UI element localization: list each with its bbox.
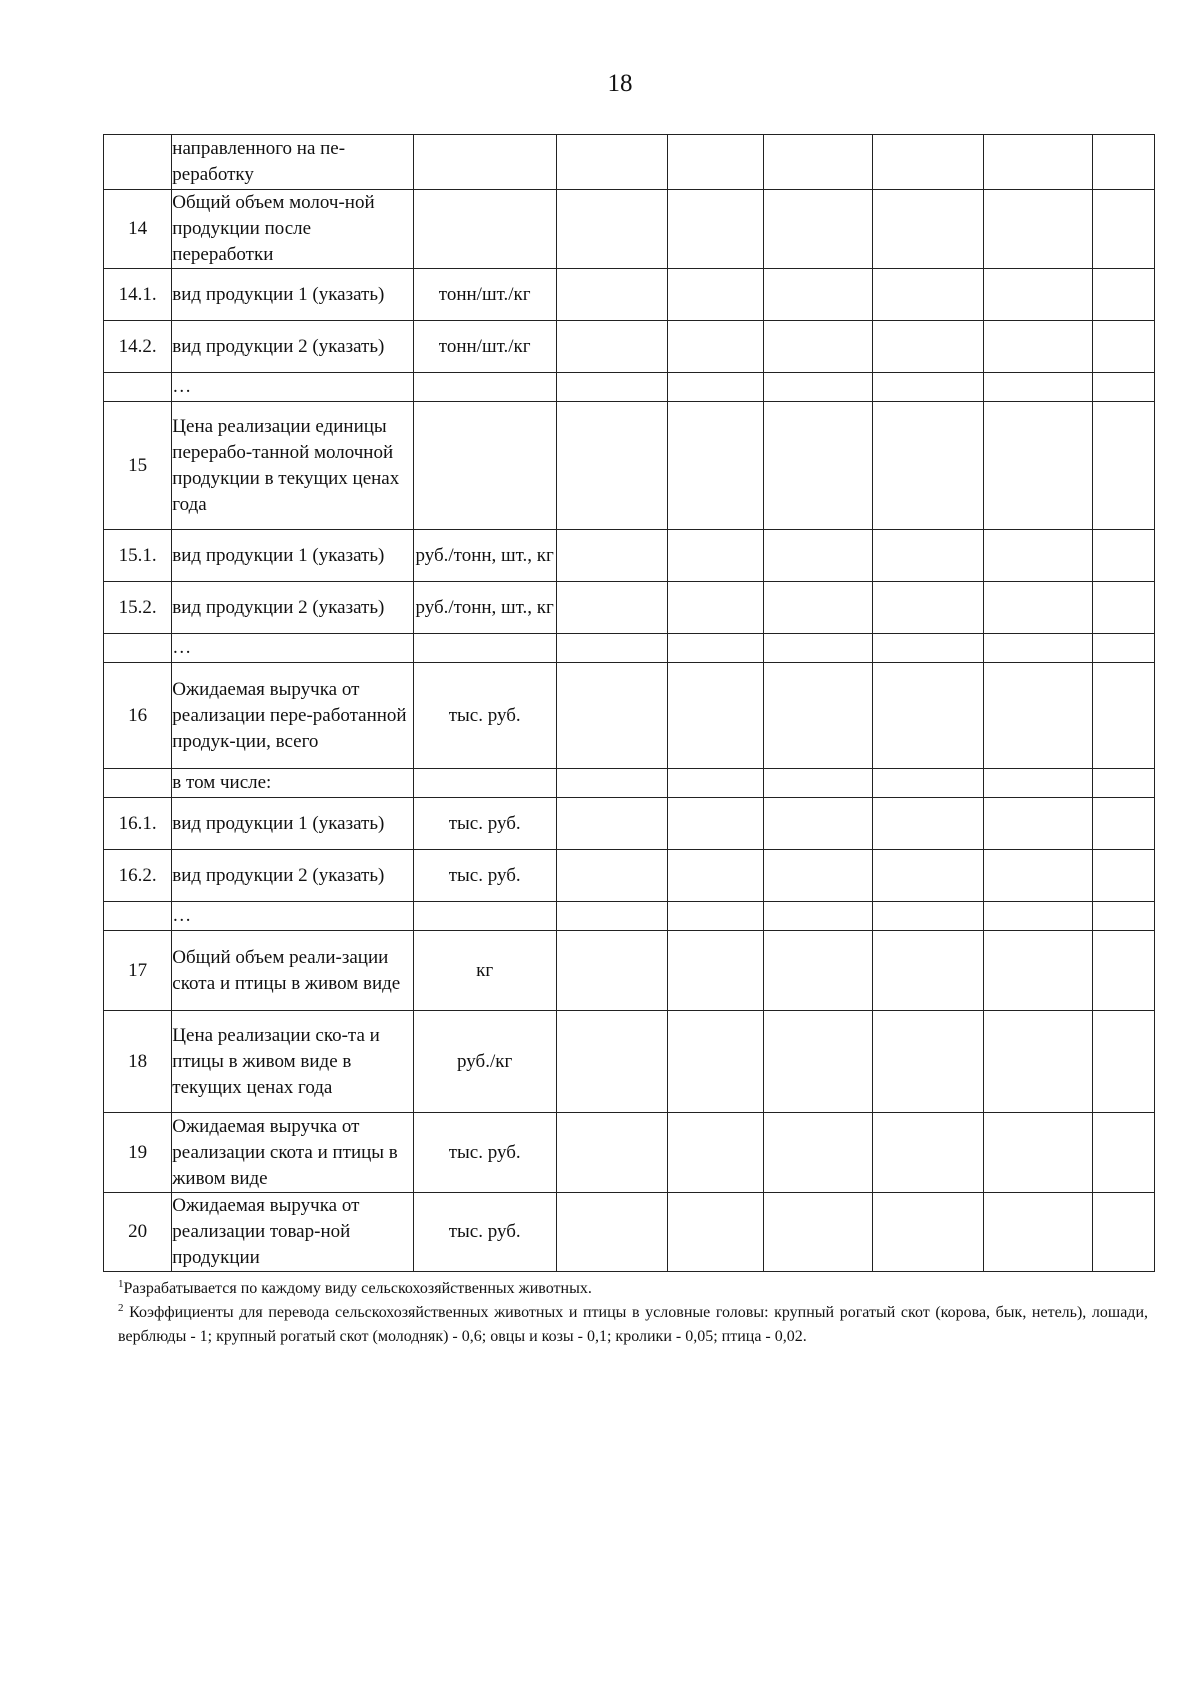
value-cell xyxy=(1093,530,1155,582)
value-cell xyxy=(872,798,983,850)
row-number-cell xyxy=(104,135,172,190)
value-cell xyxy=(668,582,764,634)
footnote-1-text: Разрабатывается по каждому виду сельскохозяйственных животных. xyxy=(123,1280,592,1297)
value-cell xyxy=(984,1011,1093,1113)
value-cell xyxy=(763,850,872,902)
value-cell xyxy=(872,634,983,663)
indicator-name-cell: вид продукции 2 (указать) xyxy=(172,321,413,373)
footnote-2 xyxy=(118,1301,1148,1349)
value-cell xyxy=(556,582,667,634)
row-number-cell: 20 xyxy=(104,1193,172,1272)
indicator-name-cell: Общий объем молоч-ной продукции после переработки xyxy=(172,190,413,269)
page-number: 18 xyxy=(607,70,633,97)
value-cell xyxy=(872,769,983,798)
value-cell xyxy=(763,135,872,190)
value-cell xyxy=(872,931,983,1011)
value-cell xyxy=(1093,798,1155,850)
value-cell xyxy=(1093,582,1155,634)
unit-cell: руб./тонн, шт., кг xyxy=(413,582,556,634)
value-cell xyxy=(872,1011,983,1113)
value-cell xyxy=(872,190,983,269)
value-cell xyxy=(763,663,872,769)
value-cell xyxy=(556,931,667,1011)
value-cell xyxy=(668,269,764,321)
row-number-cell: 16.1. xyxy=(104,798,172,850)
value-cell xyxy=(556,1193,667,1272)
value-cell xyxy=(872,373,983,402)
value-cell xyxy=(984,190,1093,269)
table-row xyxy=(104,902,1155,931)
unit-cell xyxy=(413,373,556,402)
value-cell xyxy=(1093,1113,1155,1193)
indicator-name-cell: Цена реализации единицы перерабо-танной молочной продукции в текущих ценах года xyxy=(172,402,413,530)
value-cell xyxy=(984,530,1093,582)
value-cell xyxy=(556,850,667,902)
unit-cell xyxy=(413,190,556,269)
value-cell xyxy=(872,321,983,373)
value-cell xyxy=(984,850,1093,902)
table-row xyxy=(104,321,1155,373)
value-cell xyxy=(668,663,764,769)
row-number-cell: 14.2. xyxy=(104,321,172,373)
value-cell xyxy=(668,321,764,373)
indicator-name-cell: вид продукции 2 (указать) xyxy=(172,582,413,634)
value-cell xyxy=(556,798,667,850)
value-cell xyxy=(556,769,667,798)
indicator-name-cell: … xyxy=(172,634,413,663)
indicator-name-cell: Цена реализации ско-та и птицы в живом виде в текущих ценах года xyxy=(172,1011,413,1113)
value-cell xyxy=(1093,634,1155,663)
value-cell xyxy=(1093,1011,1155,1113)
value-cell xyxy=(872,269,983,321)
indicator-name-cell: Ожидаемая выручка от реализации товар-ной продукции xyxy=(172,1193,413,1272)
unit-cell: тонн/шт./кг xyxy=(413,269,556,321)
indicator-name-cell: … xyxy=(172,373,413,402)
value-cell xyxy=(1093,190,1155,269)
value-cell xyxy=(763,1113,872,1193)
value-cell xyxy=(872,902,983,931)
unit-cell: тонн/шт./кг xyxy=(413,321,556,373)
value-cell xyxy=(763,582,872,634)
value-cell xyxy=(1093,663,1155,769)
value-cell xyxy=(872,402,983,530)
footnote-1 xyxy=(118,1277,1148,1301)
row-number-cell: 15 xyxy=(104,402,172,530)
value-cell xyxy=(984,135,1093,190)
value-cell xyxy=(763,269,872,321)
indicator-name-cell: направленного на пе-реработку xyxy=(172,135,413,190)
value-cell xyxy=(984,1113,1093,1193)
value-cell xyxy=(556,269,667,321)
table-row xyxy=(104,634,1155,663)
value-cell xyxy=(668,373,764,402)
value-cell xyxy=(872,663,983,769)
table-row xyxy=(104,135,1155,190)
value-cell xyxy=(984,931,1093,1011)
value-cell xyxy=(872,1113,983,1193)
unit-cell: тыс. руб. xyxy=(413,663,556,769)
table-row xyxy=(104,582,1155,634)
value-cell xyxy=(984,902,1093,931)
value-cell xyxy=(1093,902,1155,931)
value-cell xyxy=(556,663,667,769)
unit-cell xyxy=(413,769,556,798)
row-number-cell: 18 xyxy=(104,1011,172,1113)
indicator-name-cell: вид продукции 1 (указать) xyxy=(172,269,413,321)
value-cell xyxy=(556,1113,667,1193)
footnote-2-mark: 2 xyxy=(118,1302,124,1314)
value-cell xyxy=(668,1193,764,1272)
table-row xyxy=(104,850,1155,902)
value-cell xyxy=(1093,373,1155,402)
indicator-name-cell: вид продукции 1 (указать) xyxy=(172,530,413,582)
value-cell xyxy=(872,135,983,190)
value-cell xyxy=(984,373,1093,402)
value-cell xyxy=(556,135,667,190)
indicator-name-cell: Общий объем реали-зации скота и птицы в живом виде xyxy=(172,931,413,1011)
value-cell xyxy=(556,321,667,373)
value-cell xyxy=(556,190,667,269)
indicator-name-cell: вид продукции 2 (указать) xyxy=(172,850,413,902)
indicator-name-cell: … xyxy=(172,902,413,931)
value-cell xyxy=(556,530,667,582)
value-cell xyxy=(984,798,1093,850)
table-row xyxy=(104,798,1155,850)
indicators-table xyxy=(103,134,1155,1272)
value-cell xyxy=(984,634,1093,663)
value-cell xyxy=(668,931,764,1011)
value-cell xyxy=(984,663,1093,769)
value-cell xyxy=(984,321,1093,373)
row-number-cell: 14 xyxy=(104,190,172,269)
row-number-cell: 15.2. xyxy=(104,582,172,634)
value-cell xyxy=(1093,135,1155,190)
row-number-cell xyxy=(104,373,172,402)
value-cell xyxy=(556,634,667,663)
value-cell xyxy=(1093,769,1155,798)
unit-cell xyxy=(413,902,556,931)
value-cell xyxy=(763,530,872,582)
value-cell xyxy=(668,1011,764,1113)
table-row xyxy=(104,1193,1155,1272)
row-number-cell: 16.2. xyxy=(104,850,172,902)
value-cell xyxy=(763,769,872,798)
table-row xyxy=(104,769,1155,798)
value-cell xyxy=(984,1193,1093,1272)
table-row xyxy=(104,1113,1155,1193)
table-row xyxy=(104,373,1155,402)
value-cell xyxy=(763,931,872,1011)
indicator-name-cell: вид продукции 1 (указать) xyxy=(172,798,413,850)
value-cell xyxy=(1093,1193,1155,1272)
unit-cell: руб./кг xyxy=(413,1011,556,1113)
value-cell xyxy=(763,373,872,402)
table-row xyxy=(104,931,1155,1011)
value-cell xyxy=(872,530,983,582)
unit-cell: тыс. руб. xyxy=(413,1193,556,1272)
unit-cell: кг xyxy=(413,931,556,1011)
row-number-cell: 17 xyxy=(104,931,172,1011)
row-number-cell: 16 xyxy=(104,663,172,769)
value-cell xyxy=(763,902,872,931)
table-row xyxy=(104,190,1155,269)
value-cell xyxy=(872,582,983,634)
row-number-cell: 14.1. xyxy=(104,269,172,321)
value-cell xyxy=(763,798,872,850)
footnotes xyxy=(118,1277,1148,1349)
value-cell xyxy=(872,1193,983,1272)
value-cell xyxy=(984,402,1093,530)
value-cell xyxy=(1093,402,1155,530)
value-cell xyxy=(1093,321,1155,373)
table-row xyxy=(104,530,1155,582)
unit-cell: руб./тонн, шт., кг xyxy=(413,530,556,582)
value-cell xyxy=(668,902,764,931)
row-number-cell: 15.1. xyxy=(104,530,172,582)
indicator-name-cell: в том числе: xyxy=(172,769,413,798)
indicator-name-cell: Ожидаемая выручка от реализации пере-работанной продук-ции, всего xyxy=(172,663,413,769)
value-cell xyxy=(668,402,764,530)
value-cell xyxy=(763,321,872,373)
value-cell xyxy=(1093,269,1155,321)
value-cell xyxy=(668,850,764,902)
value-cell xyxy=(556,373,667,402)
value-cell xyxy=(668,190,764,269)
value-cell xyxy=(1093,931,1155,1011)
value-cell xyxy=(984,769,1093,798)
value-cell xyxy=(763,402,872,530)
value-cell xyxy=(763,1011,872,1113)
value-cell xyxy=(872,850,983,902)
unit-cell xyxy=(413,402,556,530)
unit-cell xyxy=(413,135,556,190)
table-row xyxy=(104,269,1155,321)
value-cell xyxy=(668,135,764,190)
table-row xyxy=(104,663,1155,769)
value-cell xyxy=(763,634,872,663)
value-cell xyxy=(668,634,764,663)
unit-cell: тыс. руб. xyxy=(413,1113,556,1193)
footnote-2-text: Коэффициенты для перевода сельскохозяйственных животных и птицы в условные головы: крупный рогатый скот (корова, бык, нетель), лошади, верблюды - 1; крупный рогатый скот (молодняк) - 0,6; овцы и козы - 0,1; кролики - 0,05; птица - 0,02. xyxy=(118,1304,1148,1345)
table-row xyxy=(104,1011,1155,1113)
value-cell xyxy=(763,190,872,269)
value-cell xyxy=(668,530,764,582)
indicator-name-cell: Ожидаемая выручка от реализации скота и птицы в живом виде xyxy=(172,1113,413,1193)
value-cell xyxy=(556,402,667,530)
table-row xyxy=(104,402,1155,530)
value-cell xyxy=(556,1011,667,1113)
unit-cell xyxy=(413,634,556,663)
row-number-cell xyxy=(104,902,172,931)
value-cell xyxy=(668,798,764,850)
value-cell xyxy=(668,1113,764,1193)
unit-cell: тыс. руб. xyxy=(413,850,556,902)
row-number-cell xyxy=(104,769,172,798)
unit-cell: тыс. руб. xyxy=(413,798,556,850)
value-cell xyxy=(984,582,1093,634)
row-number-cell: 19 xyxy=(104,1113,172,1193)
value-cell xyxy=(668,769,764,798)
row-number-cell xyxy=(104,634,172,663)
footnote-1-mark: 1 xyxy=(118,1278,124,1290)
value-cell xyxy=(1093,850,1155,902)
value-cell xyxy=(763,1193,872,1272)
value-cell xyxy=(984,269,1093,321)
value-cell xyxy=(556,902,667,931)
